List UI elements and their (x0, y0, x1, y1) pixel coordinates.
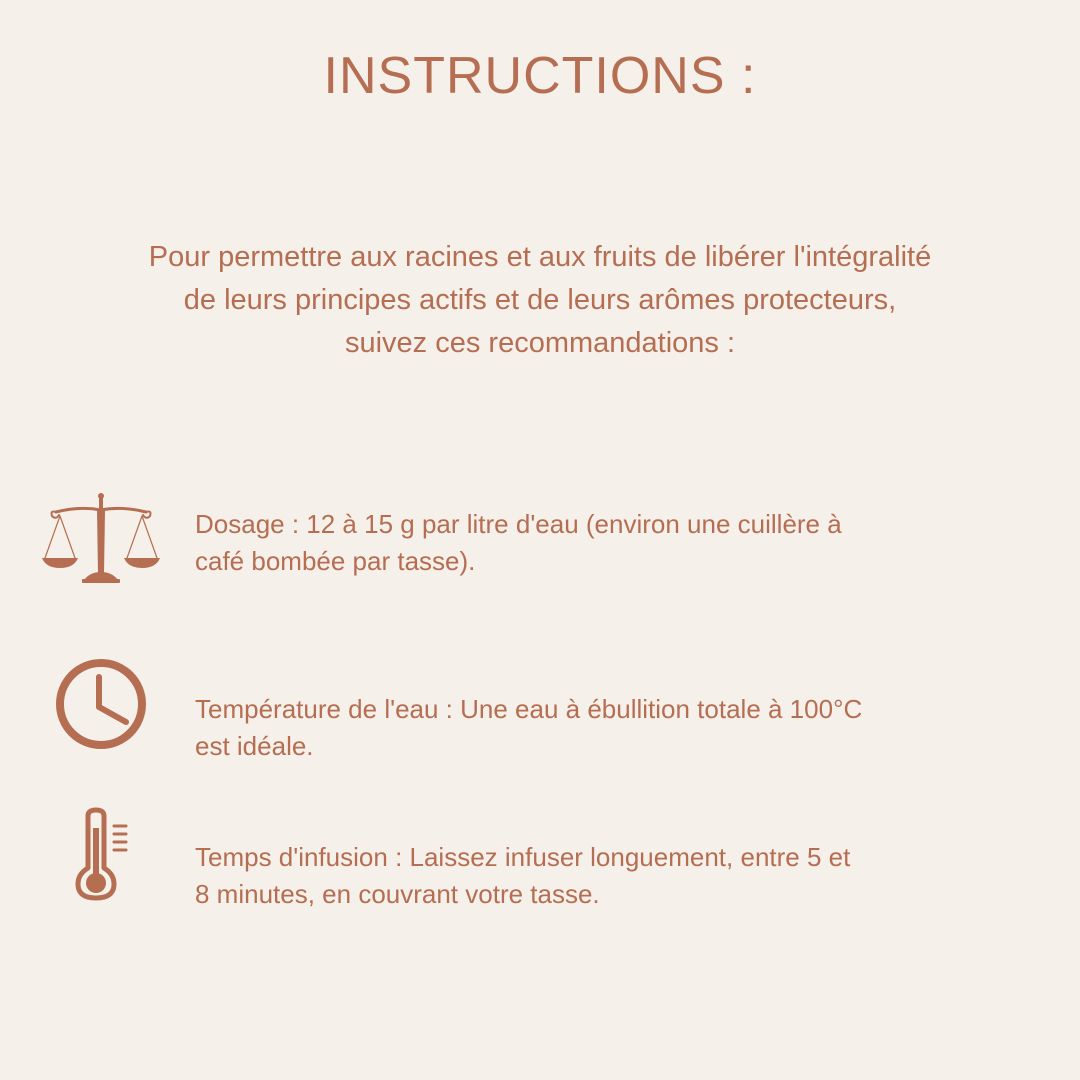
instruction-line: Dosage : 12 à 15 g par litre d'eau (environ une cuillère à (195, 509, 842, 539)
intro-line: de leurs principes actifs et de leurs arômes protecteurs, (183, 284, 897, 316)
intro-paragraph (0, 236, 1080, 365)
instruction-line: 8 minutes, en couvrant votre tasse. (195, 879, 600, 909)
instruction-line: café bombée par tasse). (195, 546, 476, 576)
instruction-line: est idéale. (195, 731, 314, 761)
page-title: INSTRUCTIONS : (323, 47, 757, 105)
intro-line: Pour permettre aux racines et aux fruits de libérer l'intégralité (148, 241, 932, 273)
instruction-line: Température de l'eau : Une eau à ébullition totale à 100°C (195, 694, 863, 724)
instruction-line: Temps d'infusion : Laissez infuser longuement, entre 5 et (195, 842, 851, 872)
instruction-infusion-time (195, 839, 1055, 913)
clock-icon (54, 657, 148, 751)
thermometer-icon (74, 806, 132, 902)
balance-scale-icon (40, 490, 162, 586)
instruction-dosage (195, 506, 1055, 580)
intro-line: suivez ces recommandations : (344, 327, 736, 359)
instruction-temperature (195, 691, 1055, 765)
